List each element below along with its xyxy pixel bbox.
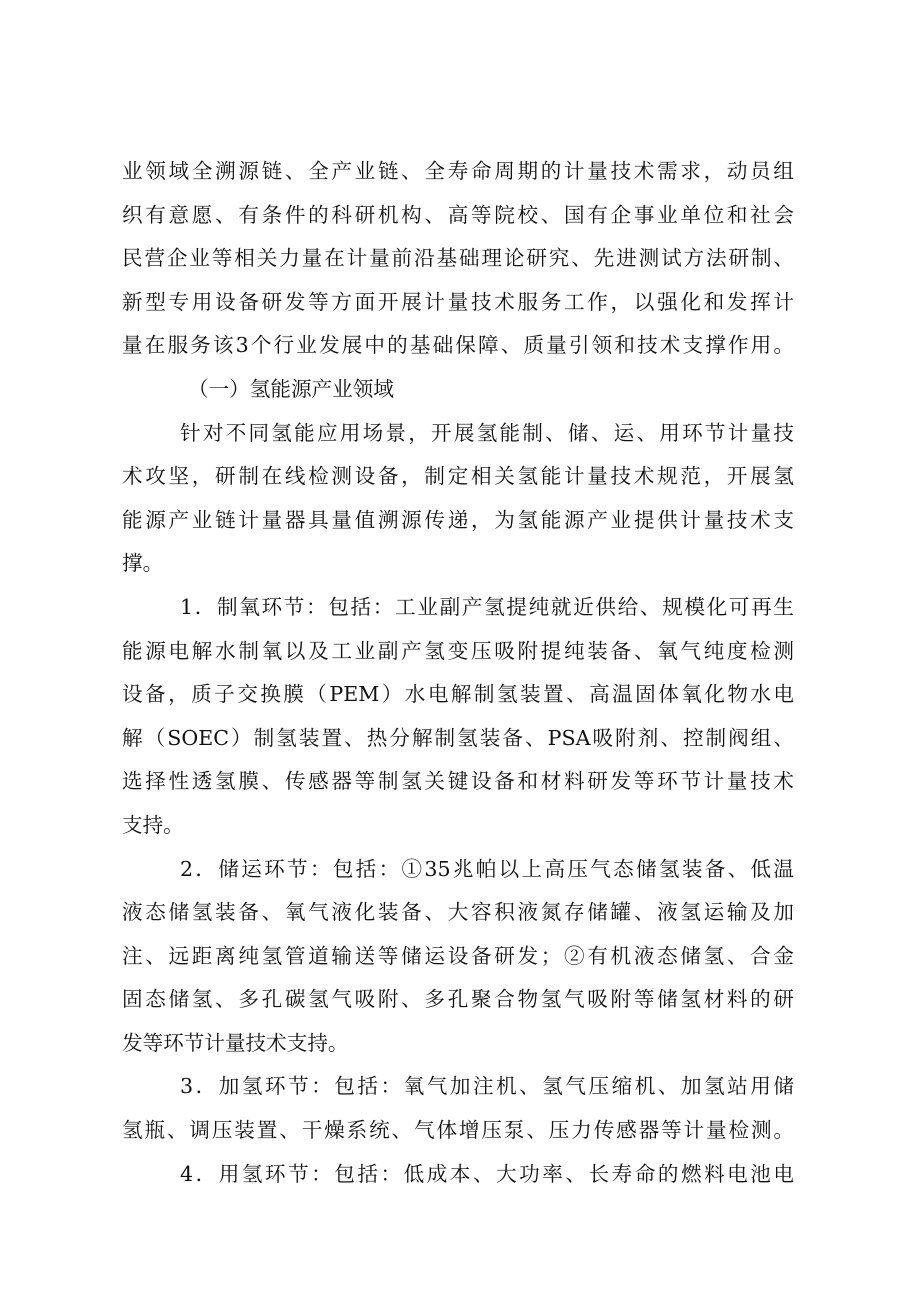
text-line: 支持。 (122, 812, 184, 837)
text-line: 选择性透氢膜、传感器等制氢关键设备和材料研发等环节计量技术 (122, 769, 794, 794)
text-line: 发等环节计量技术支持。 (122, 1030, 349, 1055)
text-line: 固态储氢、多孔碳氢气吸附、多孔聚合物氢气吸附等储氢材料的研 (122, 987, 794, 1012)
text-line: 民营企业等相关力量在计量前沿基础理论研究、先进测试方法研制、 (122, 246, 794, 271)
paragraph-first-line: 针对不同氢能应用场景，开展氢能制、储、运、用环节计量技 (180, 420, 794, 445)
body-text (122, 150, 794, 1196)
text-line: 设备，质子交换膜（PEM）水电解制氢装置、高温固体氧化物水电 (122, 682, 794, 707)
text-line: 液态储氢装备、氧气液化装备、大容积液氮存储罐、液氢运输及加 (122, 900, 794, 925)
paragraph-first-line: 3．加氢环节：包括：氧气加注机、氢气压缩机、加氢站用储 (180, 1074, 794, 1099)
text-line: 能源产业链计量器具量值溯源传递，为氢能源产业提供计量技术支 (122, 507, 794, 532)
text-line: 新型专用设备研发等方面开展计量技术服务工作，以强化和发挥计 (122, 289, 794, 314)
paragraph-first-line: 4．用氢环节：包括：低成本、大功率、长寿命的燃料电池电 (180, 1161, 794, 1186)
text-line: 量在服务该3个行业发展中的基础保障、质量引领和技术支撑作用。 (122, 333, 794, 358)
section-heading: （一）氢能源产业领域 (188, 376, 394, 401)
text-line: 氢瓶、调压装置、干燥系统、气体增压泵、压力传感器等计量检测。 (122, 1118, 794, 1143)
text-line: 业领域全溯源链、全产业链、全寿命周期的计量技术需求，动员组 (122, 159, 794, 183)
paragraph-first-line: 2．储运环节：包括：①35兆帕以上高压气态储氢装备、低温 (180, 856, 794, 881)
text-line: 织有意愿、有条件的科研机构、高等院校、国有企事业单位和社会 (122, 202, 794, 227)
text-line: 注、远距离纯氢管道输送等储运设备研发；②有机液态储氢、合金 (122, 943, 794, 968)
text-line: 解（SOEC）制氢装置、热分解制氢装备、PSA吸附剂、控制阀组、 (122, 725, 794, 750)
paragraph-first-line: 1．制氧环节：包括：工业副产氢提纯就近供给、规模化可再生 (180, 594, 794, 619)
text-line: 术攻坚，研制在线检测设备，制定相关氢能计量技术规范，开展氢 (122, 464, 794, 489)
text-line: 撑。 (122, 551, 164, 576)
text-line: 能源电解水制氧以及工业副产氢变压吸附提纯装备、氧气纯度检测 (122, 638, 794, 663)
